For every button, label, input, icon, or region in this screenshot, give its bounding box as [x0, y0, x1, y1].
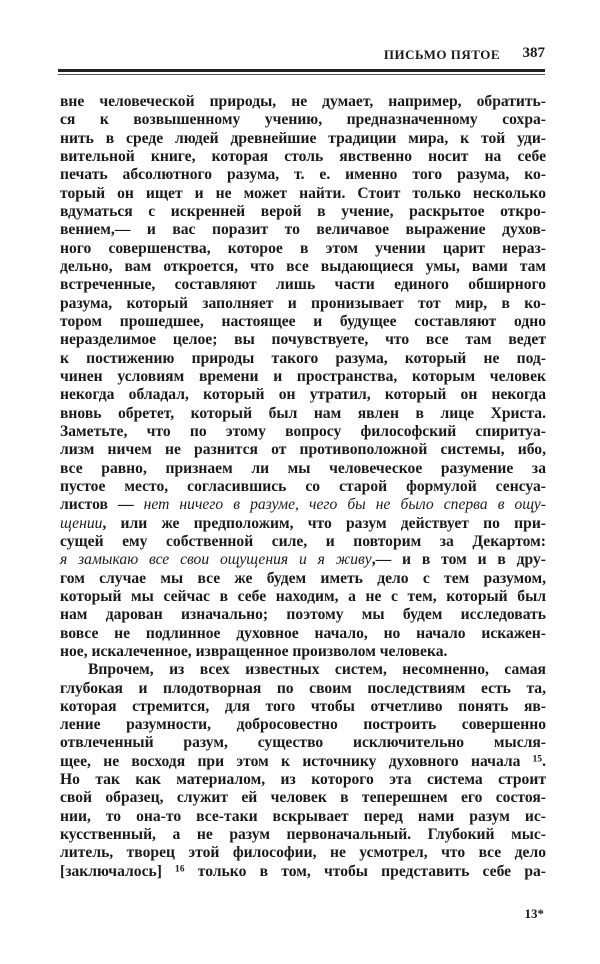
- text-segment: вительной книге, которая столь явственно носит на себе: [60, 147, 546, 165]
- running-title: ПИСЬМО ПЯТОЕ: [383, 47, 500, 62]
- text-line: [60, 166, 546, 184]
- text-segment: вовсе не подлинное духовное начало, но начало искажен-: [60, 624, 546, 642]
- text-segment: ного совершенства, которое в этом учении царит нераз-: [60, 239, 546, 257]
- header-rule: [58, 69, 545, 72]
- text-line: [60, 93, 546, 111]
- text-line: [60, 423, 546, 441]
- text-segment: все равно, признаем ли мы человеческое разумение за: [60, 459, 546, 477]
- text-line: [60, 661, 546, 679]
- text-segment: встреченные, составляют лишь части единого обширного: [60, 276, 546, 294]
- text-line: [60, 734, 546, 752]
- text-line: [60, 863, 546, 881]
- text-line: [60, 680, 546, 698]
- text-segment: неразделимое целое; вы почувствуете, что все там ведет: [60, 331, 546, 349]
- text-segment: вне человеческой природы, не думает, например, обратить-: [60, 93, 546, 110]
- text-line: [60, 515, 546, 533]
- text-line: [60, 551, 546, 569]
- signature-mark: 13*: [524, 906, 544, 921]
- header-rule-thin: [58, 74, 545, 75]
- text-segment: Заметьте, что по этому вопросу философский спиритуа-: [60, 422, 546, 440]
- text-line: [60, 844, 546, 862]
- text-line: [60, 716, 546, 734]
- text-segment: [заключалось] ¹⁶ только в том, чтобы представить себе ра-: [60, 862, 546, 880]
- text-segment: гом случае мы все же будем иметь дело с тем разумом,: [60, 569, 546, 587]
- text-line: [60, 350, 546, 368]
- text-segment: нии, то она-то все-таки вскрывает перед нами разум ис-: [60, 807, 546, 825]
- text-line: [60, 808, 546, 826]
- text-segment: ление разумности, добросовестно построить совершенно: [60, 716, 546, 734]
- text-segment: ,— и в том и в дру-: [371, 551, 547, 569]
- text-segment: некогда обладал, который он утратил, который он некогда: [60, 386, 546, 404]
- text-line: [60, 441, 546, 459]
- text-segment: печать абсолютного разума, т. е. именно того разума, ко-: [60, 166, 546, 184]
- text-line: [60, 368, 546, 386]
- text-line: [60, 643, 546, 661]
- text-line: [60, 496, 546, 514]
- text-line: [60, 313, 546, 331]
- text-line: [60, 570, 546, 588]
- text-segment: нить в среде людей древнейшие традиции мира, к той уди-: [60, 129, 546, 147]
- text-segment: чинен условиям времени и пространства, которым человек: [60, 367, 546, 385]
- text-segment: вдуматься с искренней верой в учение, раскрытое откро-: [60, 202, 546, 220]
- text-segment: отвлеченный разум, существо исключительно мысля-: [60, 734, 546, 752]
- text-segment: тором прошедшее, настоящее и будущее составляют одно: [60, 312, 546, 330]
- text-line: [60, 405, 546, 423]
- running-header: [58, 44, 545, 66]
- text-line: [60, 386, 546, 404]
- body-text: [60, 93, 546, 881]
- text-segment: свой образец, служит ей человек в теперешнем его состоя-: [60, 789, 546, 807]
- text-segment: пустое место, согласившись со старой формулой сенсуа-: [60, 477, 546, 495]
- text-segment: которая стремится, для того чтобы отчетливо понять яв-: [60, 697, 546, 715]
- text-line: [60, 258, 546, 276]
- text-segment: , или же предположим, что разум действует по при-: [102, 514, 546, 532]
- text-segment: литель, творец этой философии, не усмотрел, что все дело: [60, 844, 546, 862]
- text-segment: щее, не восходя при этом к источнику духовного начала ¹⁵.: [60, 752, 546, 770]
- text-line: [60, 111, 546, 129]
- text-segment: который мы сейчас в себе находим, а не с тем, который был: [60, 587, 546, 605]
- text-line: [60, 826, 546, 844]
- text-line: [60, 240, 546, 258]
- text-line: [60, 625, 546, 643]
- text-segment: нам дарован изначально; поэтому мы будем исследовать: [60, 606, 546, 624]
- text-line: [60, 148, 546, 166]
- text-segment: Но так как материалом, из которого эта система строит: [60, 771, 546, 789]
- text-segment: ся к возвышенному учению, предназначенному сохра-: [60, 111, 546, 129]
- text-line: [60, 185, 546, 203]
- text-segment: сущей ему собственной силе, и повторим за Декартом:: [60, 532, 546, 550]
- text-segment: дельно, вам откроется, что все выдающиеся умы, вами там: [60, 257, 546, 275]
- text-segment: ное, искалеченное, извращенное произволом человека.: [60, 642, 448, 660]
- text-segment: кусственный, а не разум первоначальный. Глубокий мыс-: [60, 826, 546, 844]
- italic-quote: я замыкаю все свои ощущения и я живу: [60, 551, 372, 569]
- page-number: 387: [522, 45, 545, 61]
- text-segment: торый он ищет и не может найти. Стоит только несколько: [60, 184, 546, 202]
- text-line: [60, 533, 546, 551]
- text-line: [60, 606, 546, 624]
- text-line: [60, 478, 546, 496]
- text-line: [60, 295, 546, 313]
- text-line: [60, 789, 546, 807]
- text-segment: Впрочем, из всех известных систем, несомненно, самая: [88, 661, 546, 679]
- text-line: [60, 698, 546, 716]
- text-line: [60, 753, 546, 771]
- italic-quote: нет ничего в разуме, чего бы не было сперва в ощу-: [143, 496, 546, 514]
- text-line: [60, 771, 546, 789]
- text-segment: листов —: [60, 496, 144, 514]
- text-line: [60, 221, 546, 239]
- text-line: [60, 130, 546, 148]
- italic-quote: щении: [60, 514, 103, 532]
- text-line: [60, 276, 546, 294]
- text-segment: вением,— и вас поразит то величавое выражение духов-: [60, 221, 546, 239]
- text-segment: лизм ничем не разнится от противоположной системы, ибо,: [60, 441, 546, 459]
- text-line: [60, 331, 546, 349]
- text-line: [60, 203, 546, 221]
- text-segment: разума, который заполняет и пронизывает тот мир, в ко-: [60, 294, 546, 312]
- text-line: [60, 460, 546, 478]
- text-line: [60, 588, 546, 606]
- text-segment: глубокая и плодотворная по своим последствиям есть та,: [60, 679, 546, 697]
- text-segment: вновь обретет, который был нам явлен в лице Христа.: [60, 404, 546, 422]
- text-segment: к постижению природы такого разума, который не под-: [60, 349, 546, 367]
